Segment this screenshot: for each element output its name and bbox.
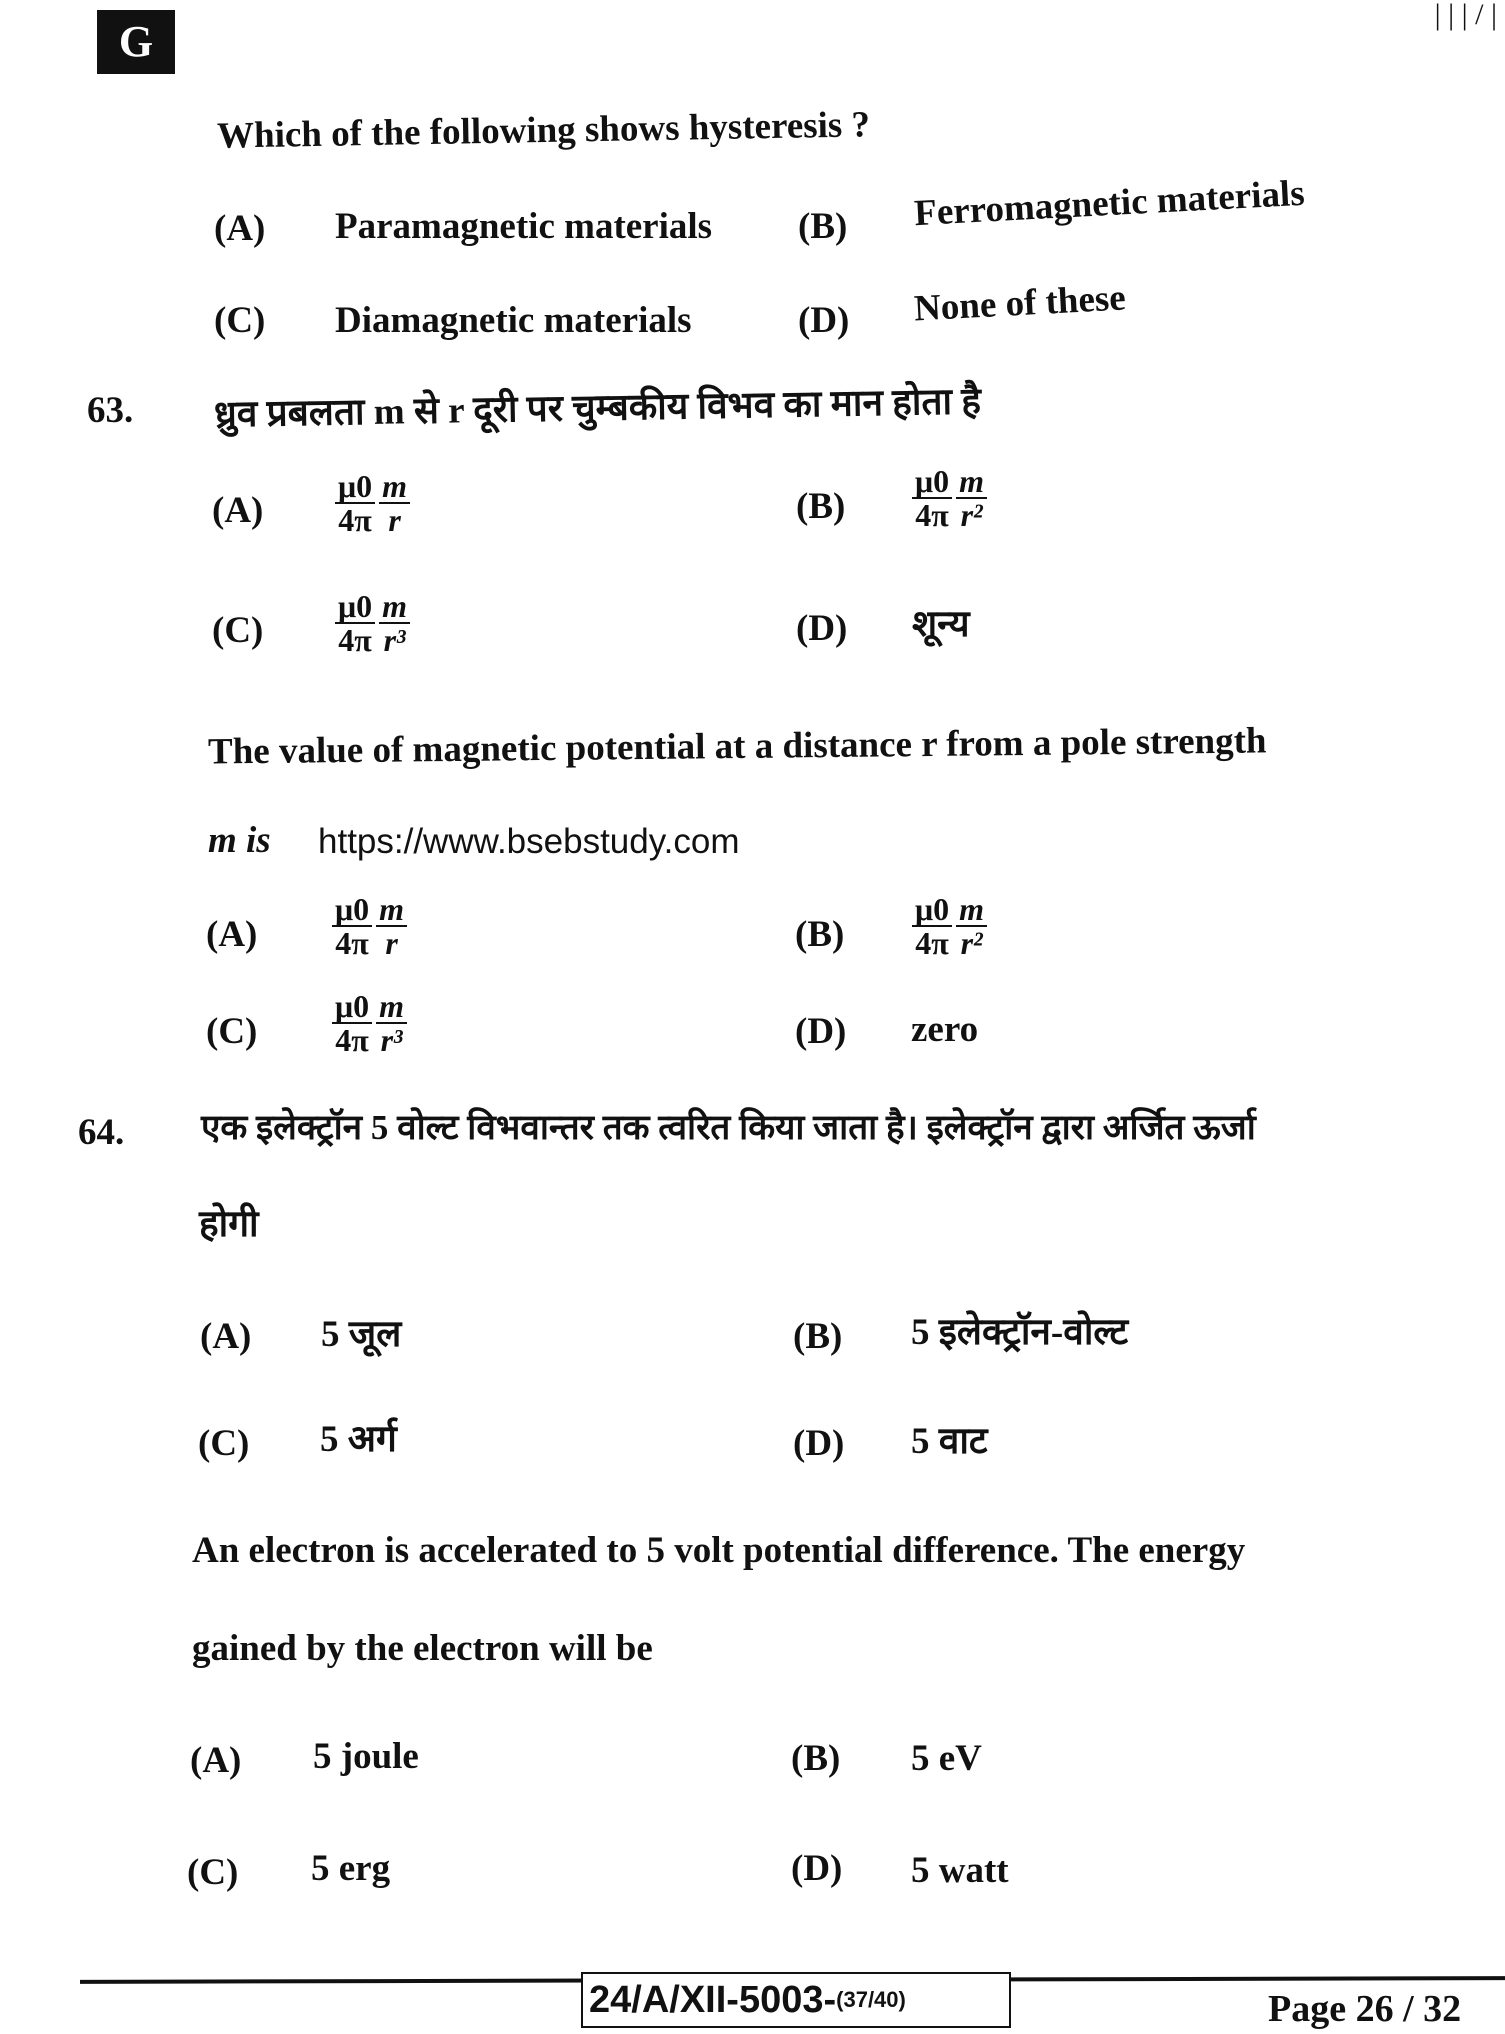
mu0: μ0 [912, 465, 952, 499]
option-text: 5 eV [911, 1738, 982, 1779]
option-text: 5 अर्ग [320, 1419, 397, 1460]
four-pi: 4π [338, 502, 372, 538]
option-label: (B) [796, 486, 846, 527]
option-label: (A) [200, 1316, 252, 1357]
option-text: Diamagnetic materials [335, 300, 692, 341]
option-label: (C) [187, 1852, 239, 1893]
mu0: μ0 [335, 590, 375, 624]
option-label: (A) [190, 1740, 242, 1781]
mu0: μ0 [335, 470, 375, 504]
formula-option-a [332, 893, 411, 959]
r-cubed: r³ [383, 622, 406, 658]
m: m [956, 465, 987, 499]
option-text: zero [911, 1009, 979, 1050]
r-squared: r² [960, 925, 983, 961]
option-label: (C) [212, 610, 264, 651]
option-text: 5 जूल [321, 1314, 402, 1355]
option-label: (D) [796, 608, 848, 649]
option-text: 5 watt [911, 1850, 1009, 1891]
option-label: (D) [791, 1848, 843, 1889]
four-pi: 4π [338, 622, 372, 658]
formula-option-c [335, 590, 414, 656]
formula-option-b [912, 893, 991, 959]
option-text: शून्य [912, 604, 970, 645]
set-code-badge: G [97, 10, 175, 74]
four-pi: 4π [335, 925, 369, 961]
m: m [376, 893, 407, 927]
question-64-english-line1: An electron is accelerated to 5 volt potential difference. The energy [192, 1530, 1246, 1571]
option-label: (B) [791, 1738, 841, 1779]
paper-code: 24/A/XII-5003- [589, 1979, 837, 2021]
question-64-hindi-line2: होगी [199, 1204, 259, 1245]
option-label: (C) [198, 1423, 250, 1464]
m: m [379, 470, 410, 504]
option-label: (B) [793, 1316, 843, 1357]
option-label: (D) [793, 1423, 845, 1464]
mu0: μ0 [332, 990, 372, 1024]
option-label: (C) [214, 300, 266, 341]
option-label: (C) [206, 1011, 258, 1052]
option-label: (B) [798, 206, 848, 247]
four-pi: 4π [915, 497, 949, 533]
question-number: 64. [78, 1112, 125, 1153]
question-number: 63. [87, 390, 134, 431]
option-label: (D) [798, 300, 850, 341]
m: m [956, 893, 987, 927]
option-text: None of these [913, 277, 1127, 330]
r: r [385, 925, 398, 961]
option-text: 5 joule [313, 1736, 419, 1777]
question-63-english-line1: The value of magnetic potential at a distance r from a pole strength [207, 720, 1267, 773]
r-squared: r² [960, 497, 983, 533]
question-62-text: Which of the following shows hysteresis ? [216, 104, 871, 157]
paper-code-box [581, 1972, 1011, 2028]
option-text: 5 वाट [911, 1421, 988, 1462]
formula-option-b [912, 465, 991, 531]
corner-mark: | | | / | [1434, 0, 1497, 31]
paper-sub-code: (37/40) [836, 1987, 906, 2012]
option-label: (A) [212, 490, 264, 531]
question-63-hindi: ध्रुव प्रबलता m से r दूरी पर चुम्बकीय विभव का मान होता है [213, 381, 982, 436]
formula-option-c [332, 990, 411, 1056]
option-text: 5 इलेक्ट्रॉन-वोल्ट [911, 1312, 1129, 1353]
formula-option-a [335, 470, 414, 536]
option-label: (D) [795, 1011, 847, 1052]
question-63-english-line2: m is [208, 820, 271, 861]
mu0: μ0 [332, 893, 372, 927]
page-number: Page 26 / 32 [1268, 1988, 1462, 2030]
website-url[interactable]: https://www.bsebstudy.com [318, 822, 740, 861]
m: m [376, 990, 407, 1024]
question-64-english-line2: gained by the electron will be [192, 1628, 653, 1669]
option-label: (A) [206, 914, 258, 955]
option-label: (B) [795, 914, 845, 955]
option-text: Ferromagnetic materials [913, 172, 1306, 235]
four-pi: 4π [335, 1022, 369, 1058]
m: m [379, 590, 410, 624]
option-text: 5 erg [311, 1848, 391, 1889]
option-label: (A) [214, 208, 266, 249]
four-pi: 4π [915, 925, 949, 961]
r-cubed: r³ [380, 1022, 403, 1058]
r: r [388, 502, 401, 538]
question-64-hindi-line1: एक इलेक्ट्रॉन 5 वोल्ट विभवान्तर तक त्वरित किया जाता है। इलेक्ट्रॉन द्वारा अर्जित ऊर्जा [201, 1108, 1256, 1147]
mu0: μ0 [912, 893, 952, 927]
option-text: Paramagnetic materials [335, 206, 713, 247]
